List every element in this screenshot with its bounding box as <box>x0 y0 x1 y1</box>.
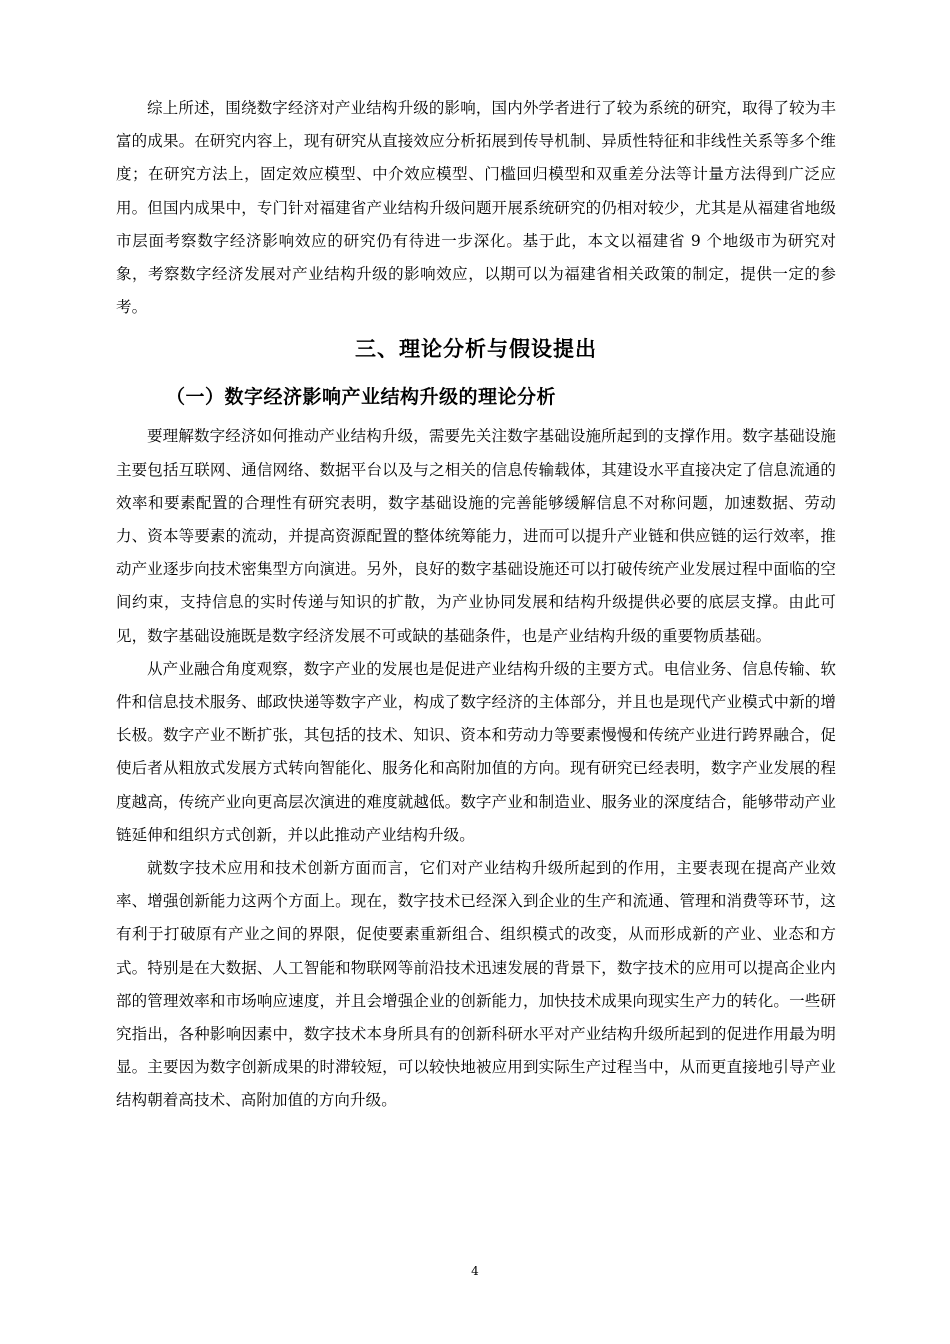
document-page <box>116 92 836 1118</box>
section-heading: 三、理论分析与假设提出 <box>355 337 597 362</box>
paragraph-industry-integration: 从产业融合角度观察，数字产业的发展也是促进产业结构升级的主要方式。电信业务、信息传输、软件和信息技术服务、邮政快递等数字产业，构成了数字经济的主体部分，并且也是现代产业模式中新的增长极。数字产业不断扩张，其包括的技术、知识、资本和劳动力等要素慢慢和传统产业进行跨界融合，促使后者从粗放式发展方式转向智能化、服务化和高附加值的方向。现有研究已经表明，数字产业发展的程度越高，传统产业向更高层次演进的难度就越低。数字产业和制造业、服务业的深度结合，能够带动产业链延伸和组织方式创新，并以此推动产业结构升级。 <box>116 659 836 844</box>
paragraph-technology-innovation: 就数字技术应用和技术创新方面而言，它们对产业结构升级所起到的作用，主要表现在提高产业效率、增强创新能力这两个方面上。现在，数字技术已经深入到企业的生产和流通、管理和消费等环节，这有利于打破原有产业之间的界限，促使要素重新组合、组织模式的改变，从而形成新的产业、业态和方式。特别是在大数据、人工智能和物联网等前沿技术迅速发展的背景下，数字技术的应用可以提高企业内部的管理效率和市场响应速度，并且会增强企业的创新能力，加快技术成果向现实生产力的转化。一些研究指出，各种影响因素中，数字技术本身所具有的创新科研水平对产业结构升级所起到的促进作用最为明显。主要因为数字创新成果的时滞较短，可以较快地被应用到实际生产过程当中，从而更直接地引导产业结构朝着高技术、高附加值的方向升级。 <box>116 859 836 1110</box>
page-number: 4 <box>471 1264 479 1278</box>
paragraph-digital-infrastructure: 要理解数字经济如何推动产业结构升级，需要先关注数字基础设施所起到的支撑作用。数字基础设施主要包括互联网、通信网络、数据平台以及与之相关的信息传输载体，其建设水平直接决定了信息流通的效率和要素配置的合理性有研究表明，数字基础设施的完善能够缓解信息不对称问题，加速数据、劳动力、资本等要素的流动，并提高资源配置的整体统筹能力，进而可以提升产业链和供应链的运行效率，推动产业逐步向技术密集型方向演进。另外，良好的数字基础设施还可以打破传统产业发展过程中面临的空间约束，支持信息的实时传递与知识的扩散，为产业协同发展和结构升级提供必要的底层支撑。由此可见，数字基础设施既是数字经济发展不可或缺的基础条件，也是产业结构升级的重要物质基础。 <box>116 427 836 645</box>
paragraph-summary: 综上所述，围绕数字经济对产业结构升级的影响，国内外学者进行了较为系统的研究，取得了较为丰富的成果。在研究内容上，现有研究从直接效应分析拓展到传导机制、异质性特征和非线性关系等多个维度；在研究方法上，固定效应模型、中介效应模型、门槛回归模型和双重差分法等计量方法得到广泛应用。但国内成果中，专门针对福建省产业结构升级问题开展系统研究的仍相对较少，尤其是从福建省地级市层面考察数字经济影响效应的研究仍有待进一步深化。基于此，本文以福建省 9 个地级市为研究对象，考察数字经济发展对产业结构升级的影响效应，以期可以为福建省相关政策的制定，提供一定的参考。 <box>116 99 836 317</box>
subsection-heading: （一）数字经济影响产业结构升级的理论分析 <box>166 386 557 409</box>
